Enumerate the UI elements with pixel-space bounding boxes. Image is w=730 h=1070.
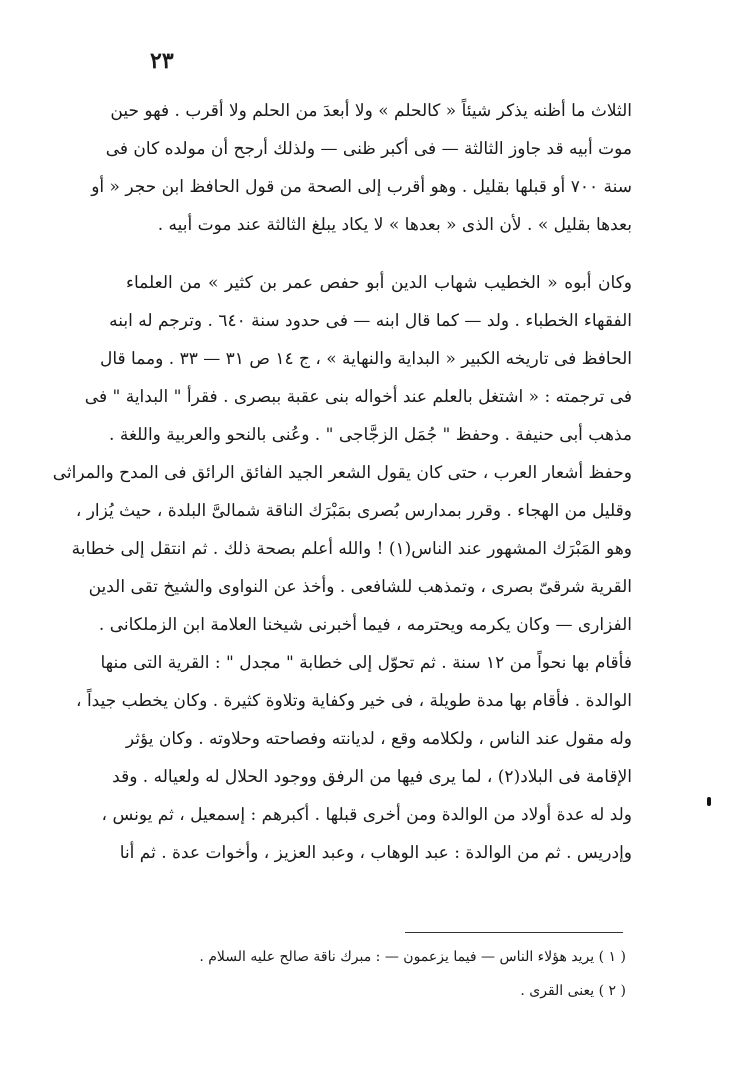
text-line: الحافظ فى تاريخه الكبير « البداية والنهاية » ، ج ١٤ ص ٣١ — ٣٣ . ومما قال (99, 349, 632, 369)
text-line: فأقام بها نحواً من ١٢ سنة . ثم تحوّل إلى خطابة " مجدل " : القرية التى منها (100, 653, 632, 673)
margin-mark (707, 797, 711, 806)
text-line: وقليل من الهجاء . وقرر بمدارس بُصرى بمَبْرَك الناقة شمالىَّ البلدة ، حيث يُزار ، (75, 501, 632, 521)
paragraph-gap (126, 244, 632, 264)
text-line: مذهب أبى حنيفة . وحفظ " جُمَل الزجَّاجى " . وعُنى بالنحو والعربية واللغة . (109, 425, 632, 445)
text-line: موت أبيه قد جاوز الثالثة — فى أكبر ظنى — ولذلك أرجح أن مولده كان فى (105, 139, 632, 159)
body-text (52, 92, 632, 872)
text-line: الفقهاء الخطباء . ولد — كما قال ابنه — فى حدود سنة ٦٤٠ . وترجم له ابنه (109, 311, 632, 331)
footnote-divider (405, 932, 623, 933)
text-line: وإدريس . ثم من الوالدة : عبد الوهاب ، وعبد العزيز ، وأخوات عدة . ثم أنا (119, 843, 632, 863)
text-line: وكان أبوه « الخطيب شهاب الدين أبو حفص عمر بن كثير » من العلماء (126, 273, 632, 293)
page-number: ٢٣ (150, 48, 174, 74)
text-line: القرية شرقىّ بصرى ، وتمذهب للشافعى . وأخذ عن النواوى والشيخ تقى الدين (88, 577, 632, 597)
text-line: وله مقول عند الناس ، ولكلامه وقع ، لديانته وفصاحته وحلاوته . وكان يؤثر (125, 729, 632, 749)
text-line: الفزارى — وكان يكرمه ويحترمه ، فيما أخبرنى شيخنا العلامة ابن الزملكانى . (98, 615, 632, 635)
text-line: وحفظ أشعار العرب ، حتى كان يقول الشعر الجيد الفائق الرائق فى المدح والمراثى (52, 463, 632, 483)
text-line: فى ترجمته : « اشتغل بالعلم عند أخواله بنى عقبة ببصرى . فقرأ " البداية " فى (84, 387, 632, 407)
text-line: ولد له عدة أولاد من الوالدة ومن أخرى قبلها . أكبرهم : إسمعيل ، ثم يونس ، (101, 805, 632, 825)
text-line: الثلاث ما أظنه يذكر شيئاً « كالحلم » ولا أبعدَ من الحلم ولا أقرب . فهو حين (110, 101, 632, 121)
footnote: ( ٢ ) يعنى القرى . (520, 983, 626, 999)
text-line: الوالدة . فأقام بها مدة طويلة ، فى خير وكفاية وتلاوة كثيرة . وكان يخطب جيداً ، (76, 691, 632, 711)
text-line: بعدها بقليل » . لأن الذى « بعدها » لا يكاد يبلغ الثالثة عند موت أبيه . (157, 215, 632, 235)
footnote: ( ١ ) يريد هؤلاء الناس — فيما يزعمون — : مبرك ناقة صالح عليه السلام . (199, 949, 626, 965)
text-line: وهو المَبْرَك المشهور عند الناس(١) ! والله أعلم بصحة ذلك . ثم انتقل إلى خطابة (71, 539, 632, 559)
text-line: الإقامة فى البلاد(٢) ، لما يرى فيها من الرفق ووجود الحلال له ولعياله . وقد (112, 767, 632, 787)
footnotes (126, 940, 626, 1008)
text-line: سنة ٧٠٠ أو قبلها بقليل . وهو أقرب إلى الصحة من قول الحافظ ابن حجر « أو (91, 177, 632, 197)
